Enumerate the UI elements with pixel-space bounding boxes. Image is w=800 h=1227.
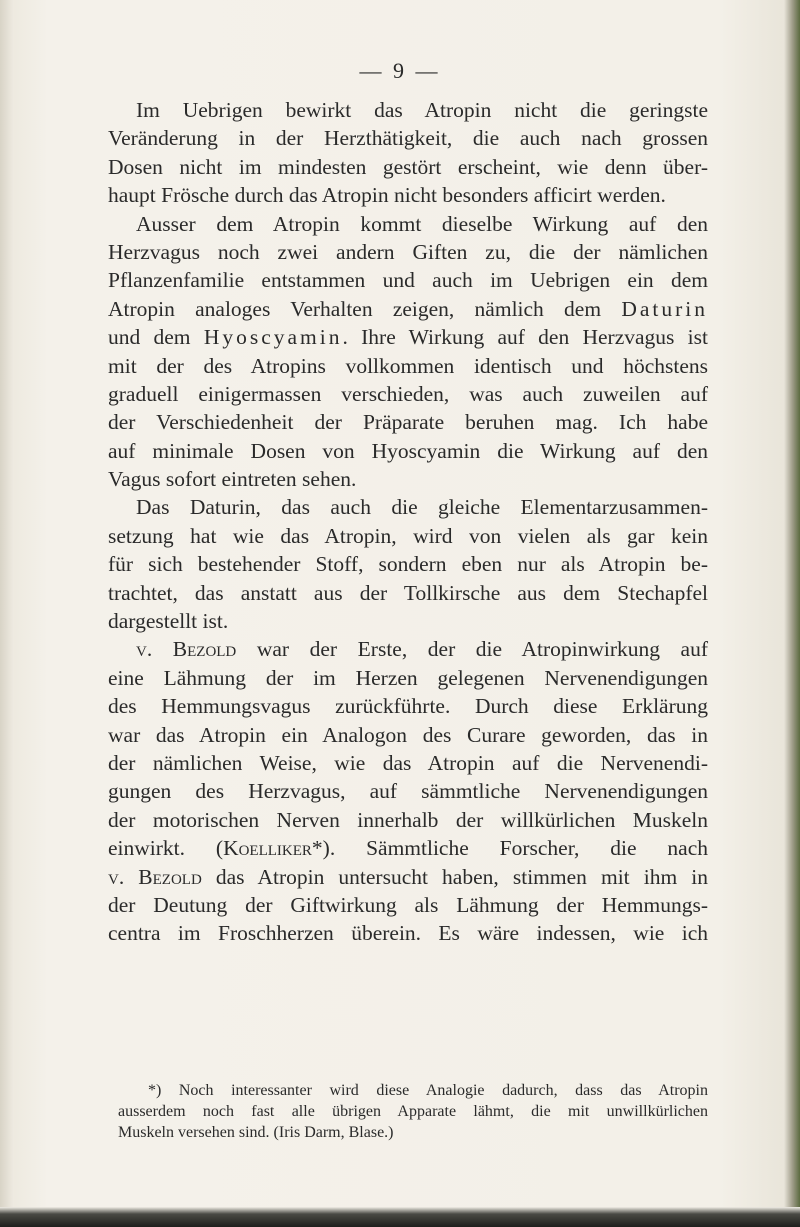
text-run: *) Noch interessanter wird diese Analogie dadurch, dass das Atropin [148, 1082, 708, 1099]
text-run: auf minimale Dosen von Hyoscyamin die Wirkung auf den [108, 438, 708, 463]
spaced-term: Hyoscyamin [203, 325, 343, 350]
text-run: trachtet, das anstatt aus der Tollkirsche aus dem Stechapfel [108, 580, 708, 605]
paragraph-line [108, 323, 708, 351]
paragraph-line [108, 834, 708, 862]
text-run: dargestellt ist. [108, 609, 229, 634]
author-name: Koelliker [223, 836, 312, 861]
text-run: der motorischen Nerven innerhalb der willkürlichen Muskeln [108, 807, 708, 832]
text-run: einwirkt. ( [108, 836, 224, 861]
paragraph-line [108, 408, 708, 436]
paragraph-line [108, 777, 708, 805]
text-run: Das Daturin, das auch die gleiche Elementarzusammen- [136, 495, 708, 520]
page-left-edge [0, 0, 14, 1227]
paragraph-line [108, 96, 708, 124]
author-name: v. Bezold [108, 864, 202, 889]
paragraph-line [108, 238, 708, 266]
text-run: Im Uebrigen bewirkt das Atropin nicht die geringste [136, 98, 708, 122]
paragraph-line [108, 181, 708, 209]
paragraph-line [108, 437, 708, 465]
paragraph-line [108, 607, 708, 635]
paragraph-line [108, 721, 708, 749]
paragraph-line [108, 806, 708, 834]
text-run: war das Atropin ein Analogon des Curare geworden, das in [108, 722, 708, 747]
text-run: für sich bestehender Stoff, sondern eben nur als Atropin be- [108, 552, 708, 577]
paragraph-line [108, 635, 708, 663]
text-run: und dem [108, 325, 204, 350]
text-run: . Ihre Wirkung auf den Herzvagus ist [342, 325, 708, 350]
text-run: *). Sämmtliche Forscher, die nach [311, 836, 708, 861]
paragraph-line [108, 919, 708, 947]
paragraph-line [108, 579, 708, 607]
text-run: der nämlichen Weise, wie das Atropin auf die Nervenendi- [108, 750, 708, 775]
paragraph-line [108, 352, 708, 380]
text-run: war der Erste, der die Atropinwirkung auf [236, 637, 709, 662]
text-run: Ausser dem Atropin kommt dieselbe Wirkung auf den [136, 211, 708, 236]
text-run: der Verschiedenheit der Präparate beruhen mag. Ich habe [108, 410, 708, 435]
paragraph-line [108, 891, 708, 919]
text-run: haupt Frösche durch das Atropin nicht besonders afficirt werden. [108, 183, 666, 208]
paragraph-line [108, 465, 708, 493]
text-run: Herzvagus noch zwei andern Giften zu, die der nämlichen [108, 239, 708, 264]
book-right-edge [784, 0, 800, 1227]
footnote-line [118, 1122, 708, 1143]
text-run: setzung hat wie das Atropin, wird von vielen als gar kein [108, 523, 708, 548]
text-run: Dosen nicht im mindesten gestört erscheint, wie denn über- [108, 154, 708, 179]
text-run: Atropin analoges Verhalten zeigen, nämlich dem [108, 296, 622, 321]
paragraph-line [108, 749, 708, 777]
text-run: das Atropin untersucht haben, stimmen mit ihm in [201, 864, 708, 889]
paragraph-line [108, 493, 708, 521]
text-run: Muskeln versehen sind. (Iris Darm, Blase.) [118, 1124, 394, 1141]
footnote-line [118, 1101, 708, 1122]
text-run: eine Lähmung der im Herzen gelegenen Nervenendigungen [108, 665, 708, 690]
text-run: der Deutung der Giftwirkung als Lähmung der Hemmungs- [108, 892, 708, 917]
text-run: des Hemmungsvagus zurückführte. Durch diese Erklärung [108, 694, 708, 719]
paragraph-line [108, 380, 708, 408]
paragraph-line [108, 124, 708, 152]
text-run: Veränderung in der Herzthätigkeit, die auch nach grossen [108, 126, 708, 151]
paragraph-line [108, 664, 708, 692]
page-number: — 9 — [359, 58, 441, 83]
paragraph-line [108, 863, 708, 891]
paragraph-line [108, 550, 708, 578]
paragraph-line [108, 266, 708, 294]
main-text [108, 96, 708, 948]
paragraph-line [108, 295, 708, 323]
paragraph-line [108, 153, 708, 181]
paragraph-line [108, 692, 708, 720]
text-run: Pflanzenfamilie entstammen und auch im Uebrigen ein dem [108, 268, 708, 293]
page-bottom-shadow [0, 1207, 800, 1227]
spaced-term: Daturin [621, 296, 708, 321]
footnote-line [118, 1080, 708, 1101]
footnote [118, 1080, 708, 1143]
paragraph-line [108, 522, 708, 550]
paragraph-line [108, 210, 708, 238]
author-name: v. Bezold [136, 637, 237, 662]
text-run: gungen des Herzvagus, auf sämmtliche Nervenendigungen [108, 779, 708, 804]
text-run: ausserdem noch fast alle übrigen Apparate lähmt, die mit unwillkürlichen [118, 1103, 708, 1120]
text-run: mit der des Atropins vollkommen identisch und höchstens [108, 353, 708, 378]
text-run: centra im Froschherzen überein. Es wäre indessen, wie ich [108, 921, 708, 946]
text-run: Vagus sofort eintreten sehen. [108, 467, 357, 492]
text-run: graduell einigermassen verschieden, was auch zuweilen auf [108, 381, 708, 406]
